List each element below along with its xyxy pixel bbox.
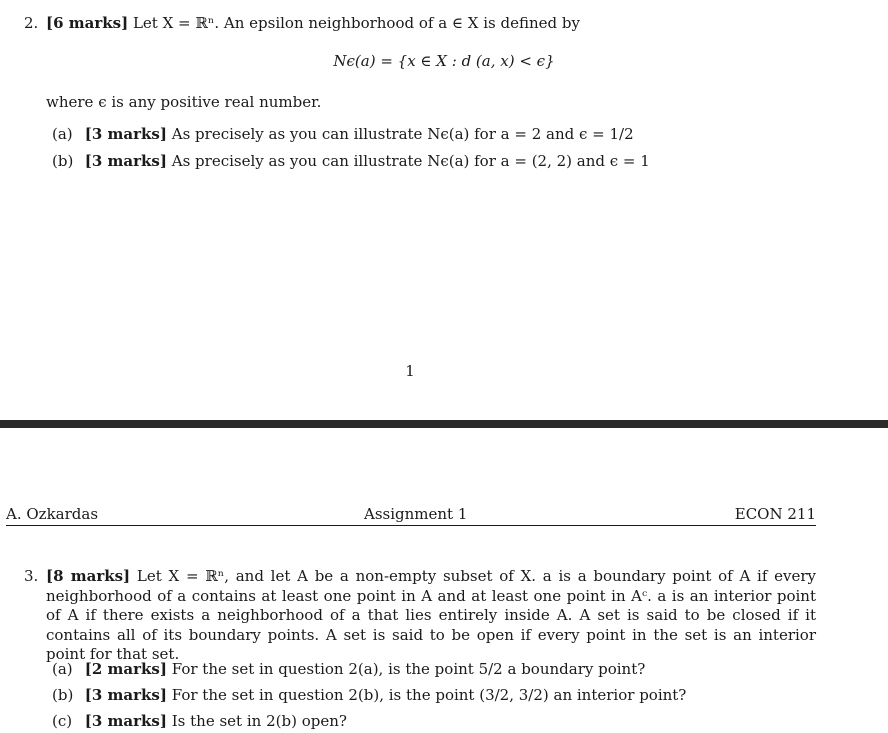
- header-course: ECON 211: [734, 505, 816, 523]
- question-3a: [52, 660, 645, 678]
- question-2-intro-text: Let X = ℝⁿ. An epsilon neighborhood of a ∈ X is defined by: [132, 14, 580, 32]
- question-2a-text: As precisely as you can illustrate Nϵ(a) for a = 2 and ϵ = 1/2: [171, 125, 634, 143]
- question-2-marks: [6 marks]: [46, 14, 129, 32]
- question-2a-label: (a): [52, 125, 73, 143]
- question-2a-marks: [3 marks]: [84, 125, 167, 143]
- page-number: 1: [405, 362, 415, 380]
- question-2-number: 2.: [24, 14, 39, 32]
- question-2a: [52, 125, 634, 143]
- question-3c-label: (c): [52, 712, 73, 730]
- question-3a-label: (a): [52, 660, 73, 678]
- question-3a-text: For the set in question 2(a), is the point 5/2 a boundary point?: [171, 660, 646, 678]
- page-2-top: [0, 428, 888, 733]
- question-3-marks: [8 marks]: [46, 567, 131, 585]
- question-2b: [52, 152, 650, 170]
- question-2b-label: (b): [52, 152, 74, 170]
- question-2b-marks: [3 marks]: [84, 152, 167, 170]
- question-3-body: Let X = ℝⁿ, and let A be a non-empty subset of X. a is a boundary point of A if every neighborhood of a contains at least one point in A and at least one point in Aᶜ. a is an interior point of A if there exists a neighborhood of a that lies entirely inside A. A set is said to be closed if it contains all of its boundary points. A set is said to be open if every point in the set is an interior point for that set.: [46, 567, 817, 663]
- header-rule: [6, 525, 816, 526]
- question-3b: [52, 686, 686, 704]
- question-3c-marks: [3 marks]: [84, 712, 167, 730]
- header-author: A. Ozkardas: [6, 505, 99, 523]
- page-divider: [0, 420, 888, 428]
- question-3-number: 3.: [24, 567, 39, 585]
- question-3-text: [46, 567, 816, 665]
- question-3a-marks: [2 marks]: [84, 660, 167, 678]
- question-2-intro: [46, 14, 580, 32]
- question-3b-label: (b): [52, 686, 74, 704]
- epsilon-neighborhood-formula: Nϵ(a) = {x ∈ X : d (a, x) < ϵ}: [333, 52, 555, 70]
- question-3c-text: Is the set in 2(b) open?: [171, 712, 347, 730]
- question-3c: [52, 712, 347, 730]
- question-2-where: where ϵ is any positive real number.: [46, 93, 322, 111]
- question-2b-text: As precisely as you can illustrate Nϵ(a) for a = (2, 2) and ϵ = 1: [171, 152, 650, 170]
- question-3b-marks: [3 marks]: [84, 686, 167, 704]
- question-3b-text: For the set in question 2(b), is the point (3/2, 3/2) an interior point?: [171, 686, 687, 704]
- header-title: Assignment 1: [364, 505, 468, 523]
